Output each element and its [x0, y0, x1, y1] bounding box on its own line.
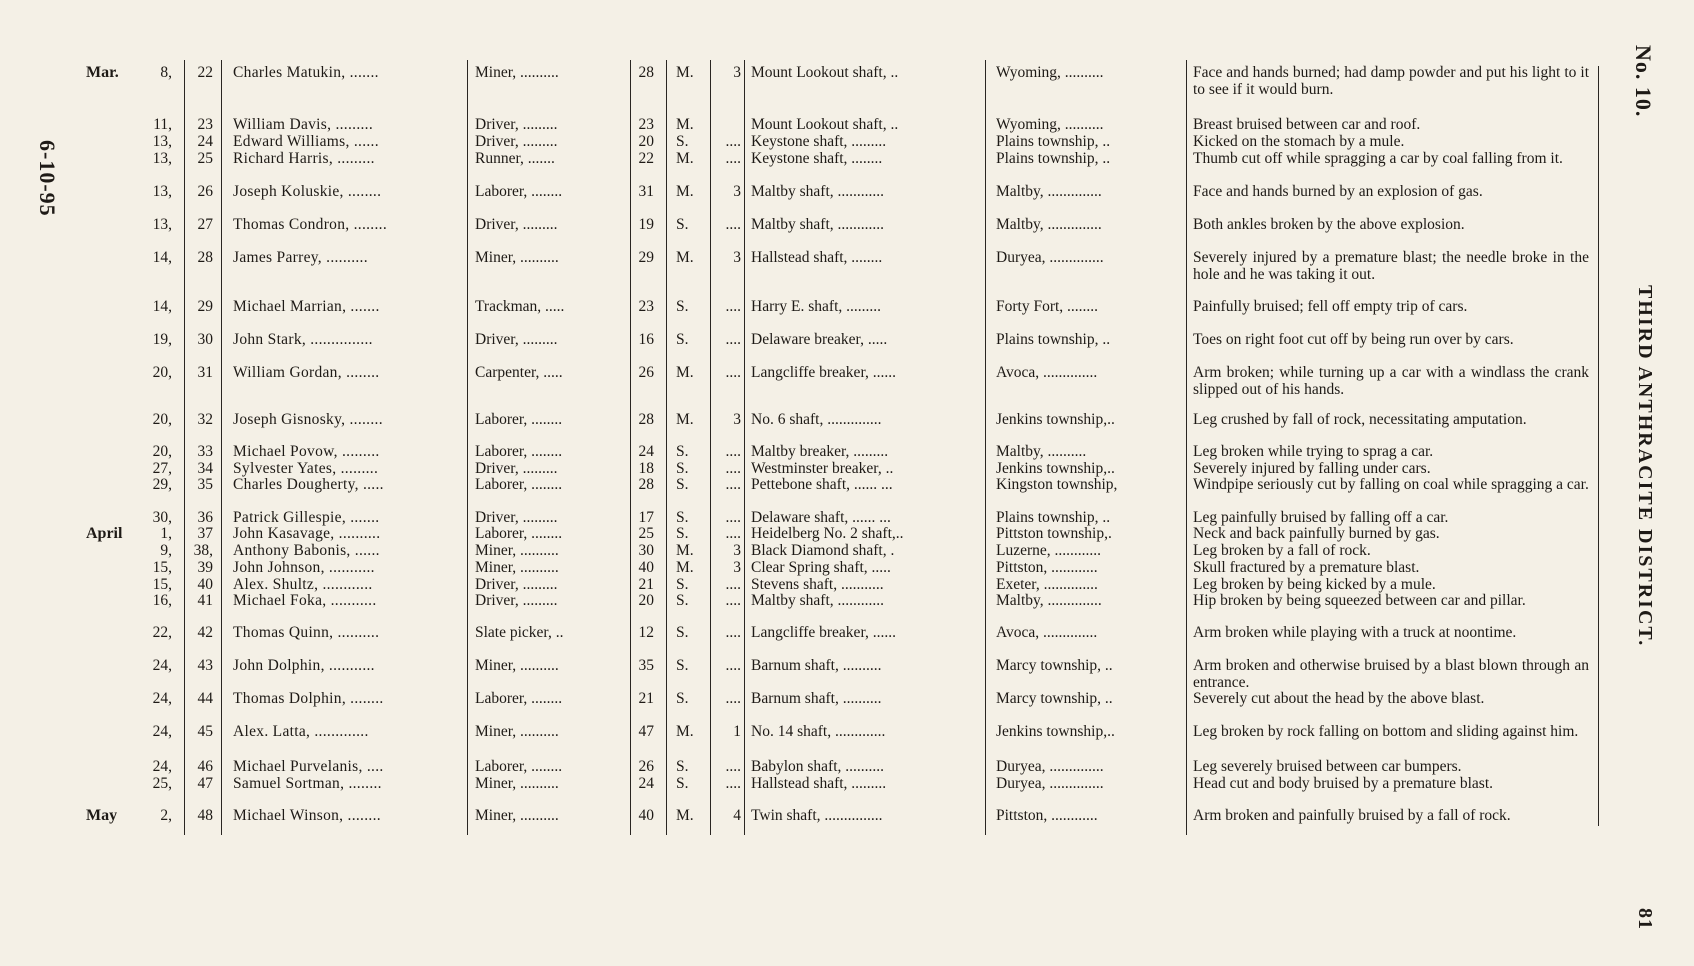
- marital-status-cell: S.: [676, 133, 689, 150]
- day-cell: 20,: [152, 411, 172, 428]
- day-cell: 13,: [152, 150, 172, 167]
- age-cell: 28: [638, 64, 654, 81]
- occupation-cell: Laborer, ........: [475, 444, 563, 460]
- description-cell: Thumb cut off while spragging a car by coal falling from it.: [1193, 150, 1563, 167]
- marital-status-cell: S.: [676, 758, 689, 775]
- marital-status-cell: S.: [676, 624, 689, 641]
- day-cell: 1,: [160, 525, 172, 542]
- name-cell: William Davis, .........: [233, 117, 374, 133]
- mine-cell: No. 6 shaft, ..............: [751, 412, 882, 428]
- occupation-cell: Miner, ..........: [475, 776, 559, 792]
- day-cell: 24,: [152, 690, 172, 707]
- name-cell: Patrick Gillespie, .......: [233, 510, 380, 526]
- description-cell: Windpipe seriously cut by falling on coal while spragging a car.: [1193, 476, 1589, 493]
- age-cell: 21: [638, 690, 654, 707]
- description-cell: Toes on right foot cut off by being run over by cars.: [1193, 331, 1514, 348]
- mine-cell: Hallstead shaft, .........: [751, 776, 887, 792]
- description-cell: Severely cut about the head by the above blast.: [1193, 690, 1485, 707]
- location-cell: Maltby, ..............: [996, 184, 1102, 200]
- age-cell: 24: [638, 775, 654, 792]
- description-cell: Skull fractured by a premature blast.: [1193, 559, 1420, 576]
- name-cell: Richard Harris, .........: [233, 151, 375, 167]
- mine-cell: Hallstead shaft, ........: [751, 250, 883, 266]
- day-cell: 20,: [152, 443, 172, 460]
- children-cell: 3: [733, 64, 741, 81]
- description-cell: Leg broken by rock falling on bottom and sliding against him.: [1193, 723, 1579, 740]
- age-cell: 26: [638, 758, 654, 775]
- location-cell: Wyoming, ..........: [996, 65, 1104, 81]
- column-rule: [666, 60, 667, 835]
- location-cell: Plains township, ..: [996, 510, 1111, 526]
- name-cell: Alex. Latta, .............: [233, 724, 369, 740]
- occupation-cell: Miner, ..........: [475, 724, 559, 740]
- location-cell: Plains township, ..: [996, 134, 1111, 150]
- age-cell: 28: [638, 476, 654, 493]
- number-cell: 48: [197, 807, 213, 824]
- name-cell: Michael Marrian, .......: [233, 299, 380, 315]
- number-cell: 27: [197, 216, 213, 233]
- name-cell: Michael Povow, .........: [233, 444, 380, 460]
- mine-cell: Langcliffe breaker, ......: [751, 625, 896, 641]
- location-cell: Pittston township,.: [996, 526, 1112, 542]
- age-cell: 31: [638, 183, 654, 200]
- age-cell: 20: [638, 133, 654, 150]
- age-cell: 22: [638, 150, 654, 167]
- marital-status-cell: M.: [676, 116, 694, 133]
- occupation-cell: Driver, .........: [475, 217, 558, 233]
- children-cell: 1: [733, 723, 741, 740]
- location-cell: Marcy township, ..: [996, 691, 1113, 707]
- day-cell: 14,: [152, 249, 172, 266]
- occupation-cell: Carpenter, .....: [475, 365, 563, 381]
- age-cell: 17: [638, 509, 654, 526]
- age-cell: 21: [638, 576, 654, 593]
- description-cell: Leg painfully bruised by falling off a car.: [1193, 509, 1449, 526]
- description-cell: Face and hands burned; had damp powder and put his light to it to see if it would burn.: [1193, 64, 1589, 98]
- occupation-cell: Laborer, ........: [475, 184, 563, 200]
- day-cell: 25,: [152, 775, 172, 792]
- age-cell: 40: [638, 559, 654, 576]
- district-heading: THIRD ANTHRACITE DISTRICT.: [1634, 285, 1656, 648]
- name-cell: William Gordan, ........: [233, 365, 380, 381]
- margin-stamp: 6-10-95: [35, 140, 60, 217]
- number-cell: 22: [197, 64, 213, 81]
- children-cell: ....: [725, 576, 741, 593]
- marital-status-cell: S.: [676, 525, 689, 542]
- marital-status-cell: M.: [676, 183, 694, 200]
- age-cell: 47: [638, 723, 654, 740]
- children-cell: 4: [733, 807, 741, 824]
- children-cell: 3: [733, 559, 741, 576]
- description-cell: Leg broken while trying to sprag a car.: [1193, 443, 1434, 460]
- page-number: 81: [1634, 908, 1656, 930]
- location-cell: Avoca, ..............: [996, 365, 1098, 381]
- name-cell: Charles Matukin, .......: [233, 65, 379, 81]
- mine-cell: Heidelberg No. 2 shaft,..: [751, 526, 904, 542]
- location-cell: Duryea, ..............: [996, 759, 1104, 775]
- occupation-cell: Laborer, ........: [475, 759, 563, 775]
- marital-status-cell: S.: [676, 576, 689, 593]
- marital-status-cell: M.: [676, 542, 694, 559]
- age-cell: 12: [638, 624, 654, 641]
- description-cell: Head cut and body bruised by a premature blast.: [1193, 775, 1494, 792]
- age-cell: 35: [638, 657, 654, 674]
- location-cell: Exeter, ..............: [996, 577, 1098, 593]
- day-cell: 15,: [152, 576, 172, 593]
- mine-cell: Babylon shaft, ..........: [751, 759, 885, 775]
- marital-status-cell: M.: [676, 807, 694, 824]
- description-cell: Painfully bruised; fell off empty trip of cars.: [1193, 298, 1468, 315]
- occupation-cell: Laborer, ........: [475, 412, 563, 428]
- children-cell: ....: [725, 509, 741, 526]
- description-cell: Leg severely bruised between car bumpers.: [1193, 758, 1462, 775]
- day-cell: 24,: [152, 657, 172, 674]
- children-cell: ....: [725, 443, 741, 460]
- children-cell: ....: [725, 133, 741, 150]
- marital-status-cell: M.: [676, 64, 694, 81]
- marital-status-cell: S.: [676, 509, 689, 526]
- mine-cell: Mount Lookout shaft, ..: [751, 65, 899, 81]
- day-cell: 9,: [160, 542, 172, 559]
- day-cell: 11,: [153, 116, 172, 133]
- day-cell: 24,: [152, 758, 172, 775]
- day-cell: 30,: [152, 509, 172, 526]
- location-cell: Marcy township, ..: [996, 658, 1113, 674]
- children-cell: ....: [725, 216, 741, 233]
- children-cell: ....: [725, 525, 741, 542]
- day-cell: 24,: [152, 723, 172, 740]
- description-cell: Neck and back painfully burned by gas.: [1193, 525, 1440, 542]
- mine-cell: Keystone shaft, ........: [751, 151, 883, 167]
- number-cell: 31: [197, 364, 213, 381]
- day-cell: 13,: [152, 216, 172, 233]
- number-cell: 34: [197, 460, 213, 477]
- children-cell: ....: [725, 624, 741, 641]
- number-cell: 46: [197, 758, 213, 775]
- number-cell: 47: [197, 775, 213, 792]
- occupation-cell: Miner, ..........: [475, 65, 559, 81]
- name-cell: Sylvester Yates, .........: [233, 461, 379, 477]
- description-cell: Hip broken by being squeezed between car and pillar.: [1193, 592, 1526, 609]
- day-cell: 22,: [152, 624, 172, 641]
- mine-cell: Stevens shaft, ...........: [751, 577, 884, 593]
- description-cell: Arm broken; while turning up a car with a windlass the crank slipped out of his hands.: [1193, 364, 1589, 398]
- number-cell: 33: [197, 443, 213, 460]
- mine-cell: No. 14 shaft, .............: [751, 724, 886, 740]
- column-rule: [1186, 60, 1187, 835]
- age-cell: 16: [638, 331, 654, 348]
- mine-cell: Delaware shaft, ...... ...: [751, 510, 891, 526]
- location-cell: Maltby, ..............: [996, 217, 1102, 233]
- location-cell: Wyoming, ..........: [996, 117, 1104, 133]
- location-cell: Duryea, ..............: [996, 776, 1104, 792]
- number-cell: 32: [197, 411, 213, 428]
- marital-status-cell: M.: [676, 150, 694, 167]
- number-cell: 42: [197, 624, 213, 641]
- number-cell: 45: [197, 723, 213, 740]
- number-cell: 35: [197, 476, 213, 493]
- name-cell: John Kasavage, ..........: [233, 526, 381, 542]
- location-cell: Duryea, ..............: [996, 250, 1104, 266]
- name-cell: John Stark, ...............: [233, 332, 373, 348]
- occupation-cell: Miner, ..........: [475, 543, 559, 559]
- name-cell: Michael Winson, ........: [233, 808, 381, 824]
- number-cell: 43: [197, 657, 213, 674]
- mine-cell: Pettebone shaft, ...... ...: [751, 477, 893, 493]
- number-cell: 39: [197, 559, 213, 576]
- mine-cell: Maltby shaft, ............: [751, 184, 885, 200]
- column-rule: [221, 60, 222, 835]
- location-cell: Jenkins township,..: [996, 412, 1115, 428]
- children-cell: 3: [733, 183, 741, 200]
- children-cell: ....: [725, 150, 741, 167]
- marital-status-cell: M.: [676, 723, 694, 740]
- age-cell: 18: [638, 460, 654, 477]
- mine-cell: Black Diamond shaft, .: [751, 543, 895, 559]
- number-cell: 38,: [193, 542, 213, 559]
- day-cell: 13,: [152, 133, 172, 150]
- occupation-cell: Miner, ..........: [475, 250, 559, 266]
- description-cell: Severely injured by falling under cars.: [1193, 460, 1431, 477]
- children-cell: ....: [725, 592, 741, 609]
- location-cell: Maltby, ..............: [996, 593, 1102, 609]
- children-cell: ....: [725, 690, 741, 707]
- occupation-cell: Laborer, ........: [475, 477, 563, 493]
- occupation-cell: Driver, .........: [475, 577, 558, 593]
- description-cell: Both ankles broken by the above explosion.: [1193, 216, 1465, 233]
- description-cell: Kicked on the stomach by a mule.: [1193, 133, 1405, 150]
- occupation-cell: Miner, ..........: [475, 658, 559, 674]
- age-cell: 40: [638, 807, 654, 824]
- children-cell: ....: [725, 758, 741, 775]
- number-cell: 40: [197, 576, 213, 593]
- location-cell: Avoca, ..............: [996, 625, 1098, 641]
- age-cell: 20: [638, 592, 654, 609]
- location-cell: Maltby, ..........: [996, 444, 1087, 460]
- name-cell: Michael Foka, ...........: [233, 593, 377, 609]
- occupation-cell: Laborer, ........: [475, 691, 563, 707]
- occupation-cell: Slate picker, ..: [475, 625, 564, 641]
- day-cell: 16,: [152, 592, 172, 609]
- name-cell: Alex. Shultz, ............: [233, 577, 373, 593]
- mine-cell: Maltby breaker, .........: [751, 444, 889, 460]
- marital-status-cell: M.: [676, 249, 694, 266]
- number-cell: 41: [197, 592, 213, 609]
- occupation-cell: Driver, .........: [475, 593, 558, 609]
- mine-cell: Harry E. shaft, .........: [751, 299, 881, 315]
- description-cell: Leg crushed by fall of rock, necessitating amputation.: [1193, 411, 1527, 428]
- mine-cell: Twin shaft, ...............: [751, 808, 883, 824]
- marital-status-cell: M.: [676, 364, 694, 381]
- name-cell: John Dolphin, ...........: [233, 658, 375, 674]
- marital-status-cell: S.: [676, 216, 689, 233]
- age-cell: 29: [638, 249, 654, 266]
- column-rule: [1598, 66, 1599, 826]
- children-cell: ....: [725, 657, 741, 674]
- marital-status-cell: S.: [676, 592, 689, 609]
- children-cell: ....: [725, 298, 741, 315]
- children-cell: 3: [733, 411, 741, 428]
- month-cell: April: [86, 525, 123, 542]
- name-cell: John Johnson, ...........: [233, 560, 375, 576]
- description-cell: Face and hands burned by an explosion of gas.: [1193, 183, 1483, 200]
- age-cell: 25: [638, 525, 654, 542]
- description-cell: Leg broken by a fall of rock.: [1193, 542, 1371, 559]
- name-cell: Joseph Gisnosky, ........: [233, 412, 383, 428]
- description-cell: Breast bruised between car and roof.: [1193, 116, 1421, 133]
- number-cell: 30: [197, 331, 213, 348]
- occupation-cell: Driver, .........: [475, 134, 558, 150]
- mine-cell: Maltby shaft, ............: [751, 593, 885, 609]
- occupation-cell: Driver, .........: [475, 117, 558, 133]
- occupation-cell: Driver, .........: [475, 461, 558, 477]
- children-cell: 3: [733, 249, 741, 266]
- location-cell: Forty Fort, ........: [996, 299, 1099, 315]
- occupation-cell: Laborer, ........: [475, 526, 563, 542]
- location-cell: Plains township, ..: [996, 151, 1111, 167]
- number-cell: 36: [197, 509, 213, 526]
- children-cell: ....: [725, 364, 741, 381]
- column-rule: [985, 60, 986, 835]
- name-cell: Samuel Sortman, ........: [233, 776, 382, 792]
- day-cell: 20,: [152, 364, 172, 381]
- description-cell: Arm broken while playing with a truck at noontime.: [1193, 624, 1517, 641]
- day-cell: 19,: [152, 331, 172, 348]
- mine-cell: Mount Lookout shaft, ..: [751, 117, 899, 133]
- age-cell: 23: [638, 298, 654, 315]
- location-cell: Plains township, ..: [996, 332, 1111, 348]
- marital-status-cell: S.: [676, 476, 689, 493]
- location-cell: Luzerne, ............: [996, 543, 1102, 559]
- name-cell: James Parrey, ..........: [233, 250, 368, 266]
- description-cell: Arm broken and painfully bruised by a fall of rock.: [1193, 807, 1511, 824]
- marital-status-cell: S.: [676, 443, 689, 460]
- description-cell: Leg broken by being kicked by a mule.: [1193, 576, 1436, 593]
- age-cell: 19: [638, 216, 654, 233]
- name-cell: Joseph Koluskie, ........: [233, 184, 382, 200]
- age-cell: 24: [638, 443, 654, 460]
- mine-cell: Delaware breaker, .....: [751, 332, 888, 348]
- mine-cell: Langcliffe breaker, ......: [751, 365, 896, 381]
- marital-status-cell: M.: [676, 411, 694, 428]
- mine-cell: Keystone shaft, .........: [751, 134, 887, 150]
- mine-cell: Maltby shaft, ............: [751, 217, 885, 233]
- marital-status-cell: S.: [676, 331, 689, 348]
- day-cell: 29,: [152, 476, 172, 493]
- name-cell: Thomas Condron, ........: [233, 217, 388, 233]
- marital-status-cell: S.: [676, 775, 689, 792]
- mine-cell: Clear Spring shaft, .....: [751, 560, 891, 576]
- children-cell: ....: [725, 476, 741, 493]
- name-cell: Michael Purvelanis, ....: [233, 759, 384, 775]
- month-cell: Mar.: [86, 64, 119, 81]
- occupation-cell: Driver, .........: [475, 332, 558, 348]
- location-cell: Jenkins township,..: [996, 461, 1115, 477]
- volume-number: No. 10.: [1631, 45, 1656, 118]
- description-cell: Arm broken and otherwise bruised by a blast blown through an entrance.: [1193, 657, 1589, 691]
- name-cell: Charles Dougherty, .....: [233, 477, 384, 493]
- day-cell: 14,: [152, 298, 172, 315]
- day-cell: 13,: [152, 183, 172, 200]
- number-cell: 28: [197, 249, 213, 266]
- location-cell: Kingston township,: [996, 477, 1118, 493]
- number-cell: 24: [197, 133, 213, 150]
- children-cell: ....: [725, 775, 741, 792]
- children-cell: ....: [725, 460, 741, 477]
- column-rule: [744, 60, 745, 835]
- marital-status-cell: S.: [676, 460, 689, 477]
- marital-status-cell: S.: [676, 690, 689, 707]
- number-cell: 37: [197, 525, 213, 542]
- number-cell: 25: [197, 150, 213, 167]
- number-cell: 23: [197, 116, 213, 133]
- name-cell: Thomas Quinn, ..........: [233, 625, 380, 641]
- children-cell: 3: [733, 542, 741, 559]
- age-cell: 30: [638, 542, 654, 559]
- marital-status-cell: S.: [676, 657, 689, 674]
- marital-status-cell: M.: [676, 559, 694, 576]
- name-cell: Anthony Babonis, ......: [233, 543, 380, 559]
- day-cell: 15,: [152, 559, 172, 576]
- mine-cell: Westminster breaker, ..: [751, 461, 894, 477]
- age-cell: 28: [638, 411, 654, 428]
- location-cell: Pittston, ............: [996, 560, 1098, 576]
- day-cell: 8,: [160, 64, 172, 81]
- marital-status-cell: S.: [676, 298, 689, 315]
- age-cell: 26: [638, 364, 654, 381]
- day-cell: 2,: [160, 807, 172, 824]
- number-cell: 44: [197, 690, 213, 707]
- name-cell: Thomas Dolphin, ........: [233, 691, 384, 707]
- day-cell: 27,: [152, 460, 172, 477]
- occupation-cell: Miner, ..........: [475, 560, 559, 576]
- description-cell: Severely injured by a premature blast; the needle broke in the hole and he was taking it out.: [1193, 249, 1589, 283]
- location-cell: Jenkins township,..: [996, 724, 1115, 740]
- occupation-cell: Runner, .......: [475, 151, 555, 167]
- mine-cell: Barnum shaft, ..........: [751, 691, 882, 707]
- name-cell: Edward Williams, ......: [233, 134, 379, 150]
- month-cell: May: [86, 807, 118, 824]
- occupation-cell: Driver, .........: [475, 510, 558, 526]
- number-cell: 26: [197, 183, 213, 200]
- number-cell: 29: [197, 298, 213, 315]
- column-rule: [467, 60, 468, 835]
- mine-cell: Barnum shaft, ..........: [751, 658, 882, 674]
- occupation-cell: Miner, ..........: [475, 808, 559, 824]
- occupation-cell: Trackman, .....: [475, 299, 565, 315]
- children-cell: ....: [725, 331, 741, 348]
- location-cell: Pittston, ............: [996, 808, 1098, 824]
- age-cell: 23: [638, 116, 654, 133]
